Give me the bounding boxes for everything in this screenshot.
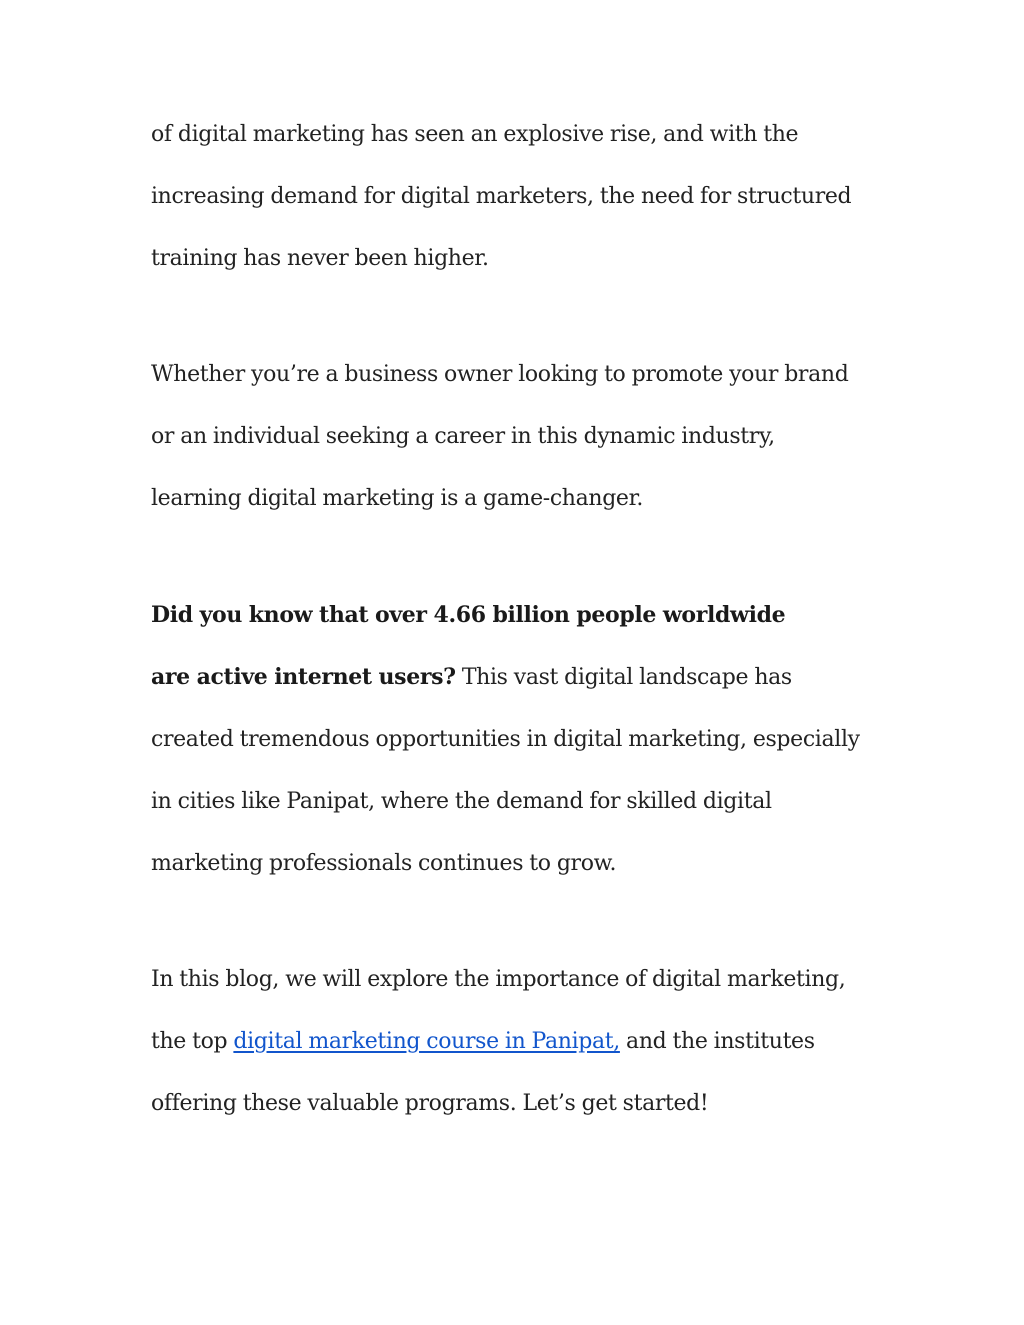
paragraph-statistic xyxy=(151,584,891,895)
text-line: of digital marketing has seen an explosive rise, and with the xyxy=(151,122,799,147)
document-body xyxy=(151,104,891,1189)
text-fragment: the top xyxy=(151,1029,234,1054)
paragraph-audience xyxy=(151,344,891,530)
text-line: In this blog, we will explore the importance of digital marketing, xyxy=(151,967,846,992)
text-line: in cities like Panipat, where the demand for skilled digital xyxy=(151,789,772,814)
text-line: offering these valuable programs. Let’s get started! xyxy=(151,1091,709,1116)
text-line: or an individual seeking a career in this dynamic industry, xyxy=(151,424,775,449)
text-line: marketing professionals continues to grow. xyxy=(151,851,617,876)
course-link[interactable]: digital marketing course in Panipat, xyxy=(233,1029,620,1054)
bold-statistic-line: Did you know that over 4.66 billion people worldwide xyxy=(151,602,786,628)
text-fragment: This vast digital landscape has xyxy=(455,665,792,690)
text-fragment: and the institutes xyxy=(619,1029,815,1054)
text-line xyxy=(151,646,891,709)
text-line: training has never been higher. xyxy=(151,246,489,271)
text-line: Whether you’re a business owner looking to promote your brand xyxy=(151,362,849,387)
bold-statistic-end: are active internet users? xyxy=(151,664,456,690)
paragraph-intro xyxy=(151,104,891,290)
paragraph-blog-overview xyxy=(151,949,891,1135)
text-line: increasing demand for digital marketers, the need for structured xyxy=(151,184,852,209)
text-line: created tremendous opportunities in digital marketing, especially xyxy=(151,727,860,752)
text-line xyxy=(151,1011,891,1073)
text-line: learning digital marketing is a game-changer. xyxy=(151,486,643,511)
